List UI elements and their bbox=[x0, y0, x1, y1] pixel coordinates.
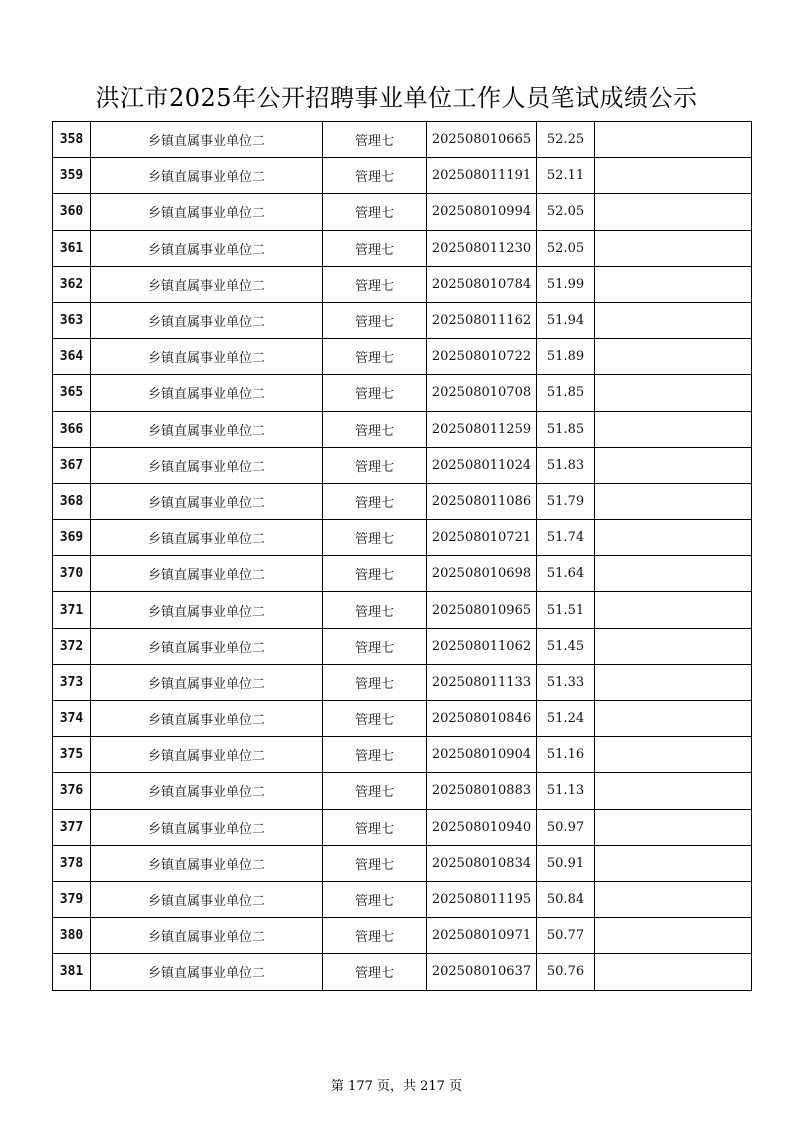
seq-cell: 379 bbox=[53, 881, 91, 917]
seq-cell: 368 bbox=[53, 483, 91, 519]
table-row bbox=[53, 773, 752, 809]
post-cell: 管理七 bbox=[323, 483, 427, 519]
unit-cell: 乡镇直属事业单位二 bbox=[91, 737, 323, 773]
post-cell: 管理七 bbox=[323, 701, 427, 737]
table-row bbox=[53, 122, 752, 158]
exam-id-cell: 202508010994 bbox=[427, 194, 537, 230]
post-cell: 管理七 bbox=[323, 158, 427, 194]
unit-cell: 乡镇直属事业单位二 bbox=[91, 628, 323, 664]
score-cell: 51.85 bbox=[537, 375, 595, 411]
note-cell bbox=[595, 411, 752, 447]
post-cell: 管理七 bbox=[323, 664, 427, 700]
table-row bbox=[53, 845, 752, 881]
note-cell bbox=[595, 375, 752, 411]
note-cell bbox=[595, 737, 752, 773]
unit-cell: 乡镇直属事业单位二 bbox=[91, 158, 323, 194]
table-row bbox=[53, 881, 752, 917]
post-cell: 管理七 bbox=[323, 592, 427, 628]
table-row bbox=[53, 954, 752, 990]
table-row bbox=[53, 628, 752, 664]
score-cell: 51.89 bbox=[537, 339, 595, 375]
post-cell: 管理七 bbox=[323, 628, 427, 664]
note-cell bbox=[595, 701, 752, 737]
note-cell bbox=[595, 954, 752, 990]
post-cell: 管理七 bbox=[323, 447, 427, 483]
table-row bbox=[53, 447, 752, 483]
unit-cell: 乡镇直属事业单位二 bbox=[91, 483, 323, 519]
exam-id-cell: 202508010846 bbox=[427, 701, 537, 737]
post-cell: 管理七 bbox=[323, 230, 427, 266]
note-cell bbox=[595, 339, 752, 375]
unit-cell: 乡镇直属事业单位二 bbox=[91, 122, 323, 158]
unit-cell: 乡镇直属事业单位二 bbox=[91, 845, 323, 881]
seq-cell: 362 bbox=[53, 266, 91, 302]
table-row bbox=[53, 230, 752, 266]
exam-id-cell: 202508011162 bbox=[427, 302, 537, 338]
exam-id-cell: 202508011195 bbox=[427, 881, 537, 917]
seq-cell: 374 bbox=[53, 701, 91, 737]
seq-cell: 372 bbox=[53, 628, 91, 664]
post-cell: 管理七 bbox=[323, 918, 427, 954]
score-cell: 51.13 bbox=[537, 773, 595, 809]
note-cell bbox=[595, 845, 752, 881]
score-cell: 51.33 bbox=[537, 664, 595, 700]
table-row bbox=[53, 592, 752, 628]
score-cell: 51.85 bbox=[537, 411, 595, 447]
exam-id-cell: 202508010637 bbox=[427, 954, 537, 990]
table-row bbox=[53, 375, 752, 411]
seq-cell: 365 bbox=[53, 375, 91, 411]
table-row bbox=[53, 411, 752, 447]
note-cell bbox=[595, 266, 752, 302]
unit-cell: 乡镇直属事业单位二 bbox=[91, 194, 323, 230]
post-cell: 管理七 bbox=[323, 375, 427, 411]
unit-cell: 乡镇直属事业单位二 bbox=[91, 592, 323, 628]
score-cell: 51.64 bbox=[537, 556, 595, 592]
table-row bbox=[53, 809, 752, 845]
post-cell: 管理七 bbox=[323, 954, 427, 990]
exam-id-cell: 202508010708 bbox=[427, 375, 537, 411]
table-row bbox=[53, 266, 752, 302]
unit-cell: 乡镇直属事业单位二 bbox=[91, 302, 323, 338]
table-row bbox=[53, 339, 752, 375]
score-cell: 51.83 bbox=[537, 447, 595, 483]
post-cell: 管理七 bbox=[323, 773, 427, 809]
page-title: 洪江市2025年公开招聘事业单位工作人员笔试成绩公示 bbox=[95, 84, 698, 112]
score-cell: 50.76 bbox=[537, 954, 595, 990]
note-cell bbox=[595, 483, 752, 519]
seq-cell: 361 bbox=[53, 230, 91, 266]
exam-id-cell: 202508010965 bbox=[427, 592, 537, 628]
seq-cell: 359 bbox=[53, 158, 91, 194]
score-cell: 51.94 bbox=[537, 302, 595, 338]
note-cell bbox=[595, 194, 752, 230]
exam-id-cell: 202508010698 bbox=[427, 556, 537, 592]
post-cell: 管理七 bbox=[323, 411, 427, 447]
seq-cell: 381 bbox=[53, 954, 91, 990]
seq-cell: 370 bbox=[53, 556, 91, 592]
table-row bbox=[53, 701, 752, 737]
note-cell bbox=[595, 918, 752, 954]
score-cell: 51.51 bbox=[537, 592, 595, 628]
post-cell: 管理七 bbox=[323, 881, 427, 917]
post-cell: 管理七 bbox=[323, 266, 427, 302]
exam-id-cell: 202508010971 bbox=[427, 918, 537, 954]
seq-cell: 369 bbox=[53, 520, 91, 556]
score-cell: 51.24 bbox=[537, 701, 595, 737]
seq-cell: 366 bbox=[53, 411, 91, 447]
table-row bbox=[53, 918, 752, 954]
note-cell bbox=[595, 556, 752, 592]
score-cell: 52.11 bbox=[537, 158, 595, 194]
table-row bbox=[53, 483, 752, 519]
score-cell: 51.45 bbox=[537, 628, 595, 664]
unit-cell: 乡镇直属事业单位二 bbox=[91, 773, 323, 809]
unit-cell: 乡镇直属事业单位二 bbox=[91, 375, 323, 411]
score-table bbox=[52, 121, 752, 991]
seq-cell: 371 bbox=[53, 592, 91, 628]
score-cell: 51.74 bbox=[537, 520, 595, 556]
note-cell bbox=[595, 773, 752, 809]
exam-id-cell: 202508010784 bbox=[427, 266, 537, 302]
exam-id-cell: 202508010722 bbox=[427, 339, 537, 375]
post-cell: 管理七 bbox=[323, 302, 427, 338]
note-cell bbox=[595, 881, 752, 917]
score-cell: 51.99 bbox=[537, 266, 595, 302]
seq-cell: 364 bbox=[53, 339, 91, 375]
unit-cell: 乡镇直属事业单位二 bbox=[91, 809, 323, 845]
unit-cell: 乡镇直属事业单位二 bbox=[91, 881, 323, 917]
seq-cell: 377 bbox=[53, 809, 91, 845]
score-table-body bbox=[53, 122, 752, 991]
seq-cell: 375 bbox=[53, 737, 91, 773]
table-row bbox=[53, 302, 752, 338]
seq-cell: 360 bbox=[53, 194, 91, 230]
exam-id-cell: 202508010883 bbox=[427, 773, 537, 809]
note-cell bbox=[595, 592, 752, 628]
unit-cell: 乡镇直属事业单位二 bbox=[91, 447, 323, 483]
table-row bbox=[53, 737, 752, 773]
seq-cell: 358 bbox=[53, 122, 91, 158]
note-cell bbox=[595, 520, 752, 556]
page-footer: 第 177 页，共 217 页 bbox=[330, 1079, 463, 1094]
seq-cell: 378 bbox=[53, 845, 91, 881]
seq-cell: 363 bbox=[53, 302, 91, 338]
note-cell bbox=[595, 809, 752, 845]
note-cell bbox=[595, 230, 752, 266]
score-cell: 52.05 bbox=[537, 194, 595, 230]
exam-id-cell: 202508011024 bbox=[427, 447, 537, 483]
score-cell: 51.79 bbox=[537, 483, 595, 519]
exam-id-cell: 202508010665 bbox=[427, 122, 537, 158]
unit-cell: 乡镇直属事业单位二 bbox=[91, 411, 323, 447]
post-cell: 管理七 bbox=[323, 737, 427, 773]
post-cell: 管理七 bbox=[323, 809, 427, 845]
table-row bbox=[53, 664, 752, 700]
post-cell: 管理七 bbox=[323, 194, 427, 230]
unit-cell: 乡镇直属事业单位二 bbox=[91, 664, 323, 700]
post-cell: 管理七 bbox=[323, 556, 427, 592]
post-cell: 管理七 bbox=[323, 122, 427, 158]
score-cell: 50.91 bbox=[537, 845, 595, 881]
post-cell: 管理七 bbox=[323, 520, 427, 556]
exam-id-cell: 202508010834 bbox=[427, 845, 537, 881]
exam-id-cell: 202508010721 bbox=[427, 520, 537, 556]
post-cell: 管理七 bbox=[323, 339, 427, 375]
score-cell: 50.77 bbox=[537, 918, 595, 954]
table-row bbox=[53, 158, 752, 194]
note-cell bbox=[595, 122, 752, 158]
unit-cell: 乡镇直属事业单位二 bbox=[91, 556, 323, 592]
score-cell: 50.97 bbox=[537, 809, 595, 845]
exam-id-cell: 202508011086 bbox=[427, 483, 537, 519]
exam-id-cell: 202508011230 bbox=[427, 230, 537, 266]
score-cell: 51.16 bbox=[537, 737, 595, 773]
unit-cell: 乡镇直属事业单位二 bbox=[91, 339, 323, 375]
seq-cell: 376 bbox=[53, 773, 91, 809]
exam-id-cell: 202508011133 bbox=[427, 664, 537, 700]
unit-cell: 乡镇直属事业单位二 bbox=[91, 520, 323, 556]
table-row bbox=[53, 556, 752, 592]
unit-cell: 乡镇直属事业单位二 bbox=[91, 701, 323, 737]
seq-cell: 373 bbox=[53, 664, 91, 700]
note-cell bbox=[595, 447, 752, 483]
seq-cell: 367 bbox=[53, 447, 91, 483]
table-row bbox=[53, 520, 752, 556]
score-cell: 52.25 bbox=[537, 122, 595, 158]
score-cell: 52.05 bbox=[537, 230, 595, 266]
exam-id-cell: 202508010904 bbox=[427, 737, 537, 773]
seq-cell: 380 bbox=[53, 918, 91, 954]
unit-cell: 乡镇直属事业单位二 bbox=[91, 918, 323, 954]
exam-id-cell: 202508011062 bbox=[427, 628, 537, 664]
score-cell: 50.84 bbox=[537, 881, 595, 917]
exam-id-cell: 202508010940 bbox=[427, 809, 537, 845]
table-row bbox=[53, 194, 752, 230]
note-cell bbox=[595, 158, 752, 194]
exam-id-cell: 202508011259 bbox=[427, 411, 537, 447]
unit-cell: 乡镇直属事业单位二 bbox=[91, 266, 323, 302]
exam-id-cell: 202508011191 bbox=[427, 158, 537, 194]
note-cell bbox=[595, 302, 752, 338]
post-cell: 管理七 bbox=[323, 845, 427, 881]
unit-cell: 乡镇直属事业单位二 bbox=[91, 954, 323, 990]
unit-cell: 乡镇直属事业单位二 bbox=[91, 230, 323, 266]
note-cell bbox=[595, 664, 752, 700]
note-cell bbox=[595, 628, 752, 664]
